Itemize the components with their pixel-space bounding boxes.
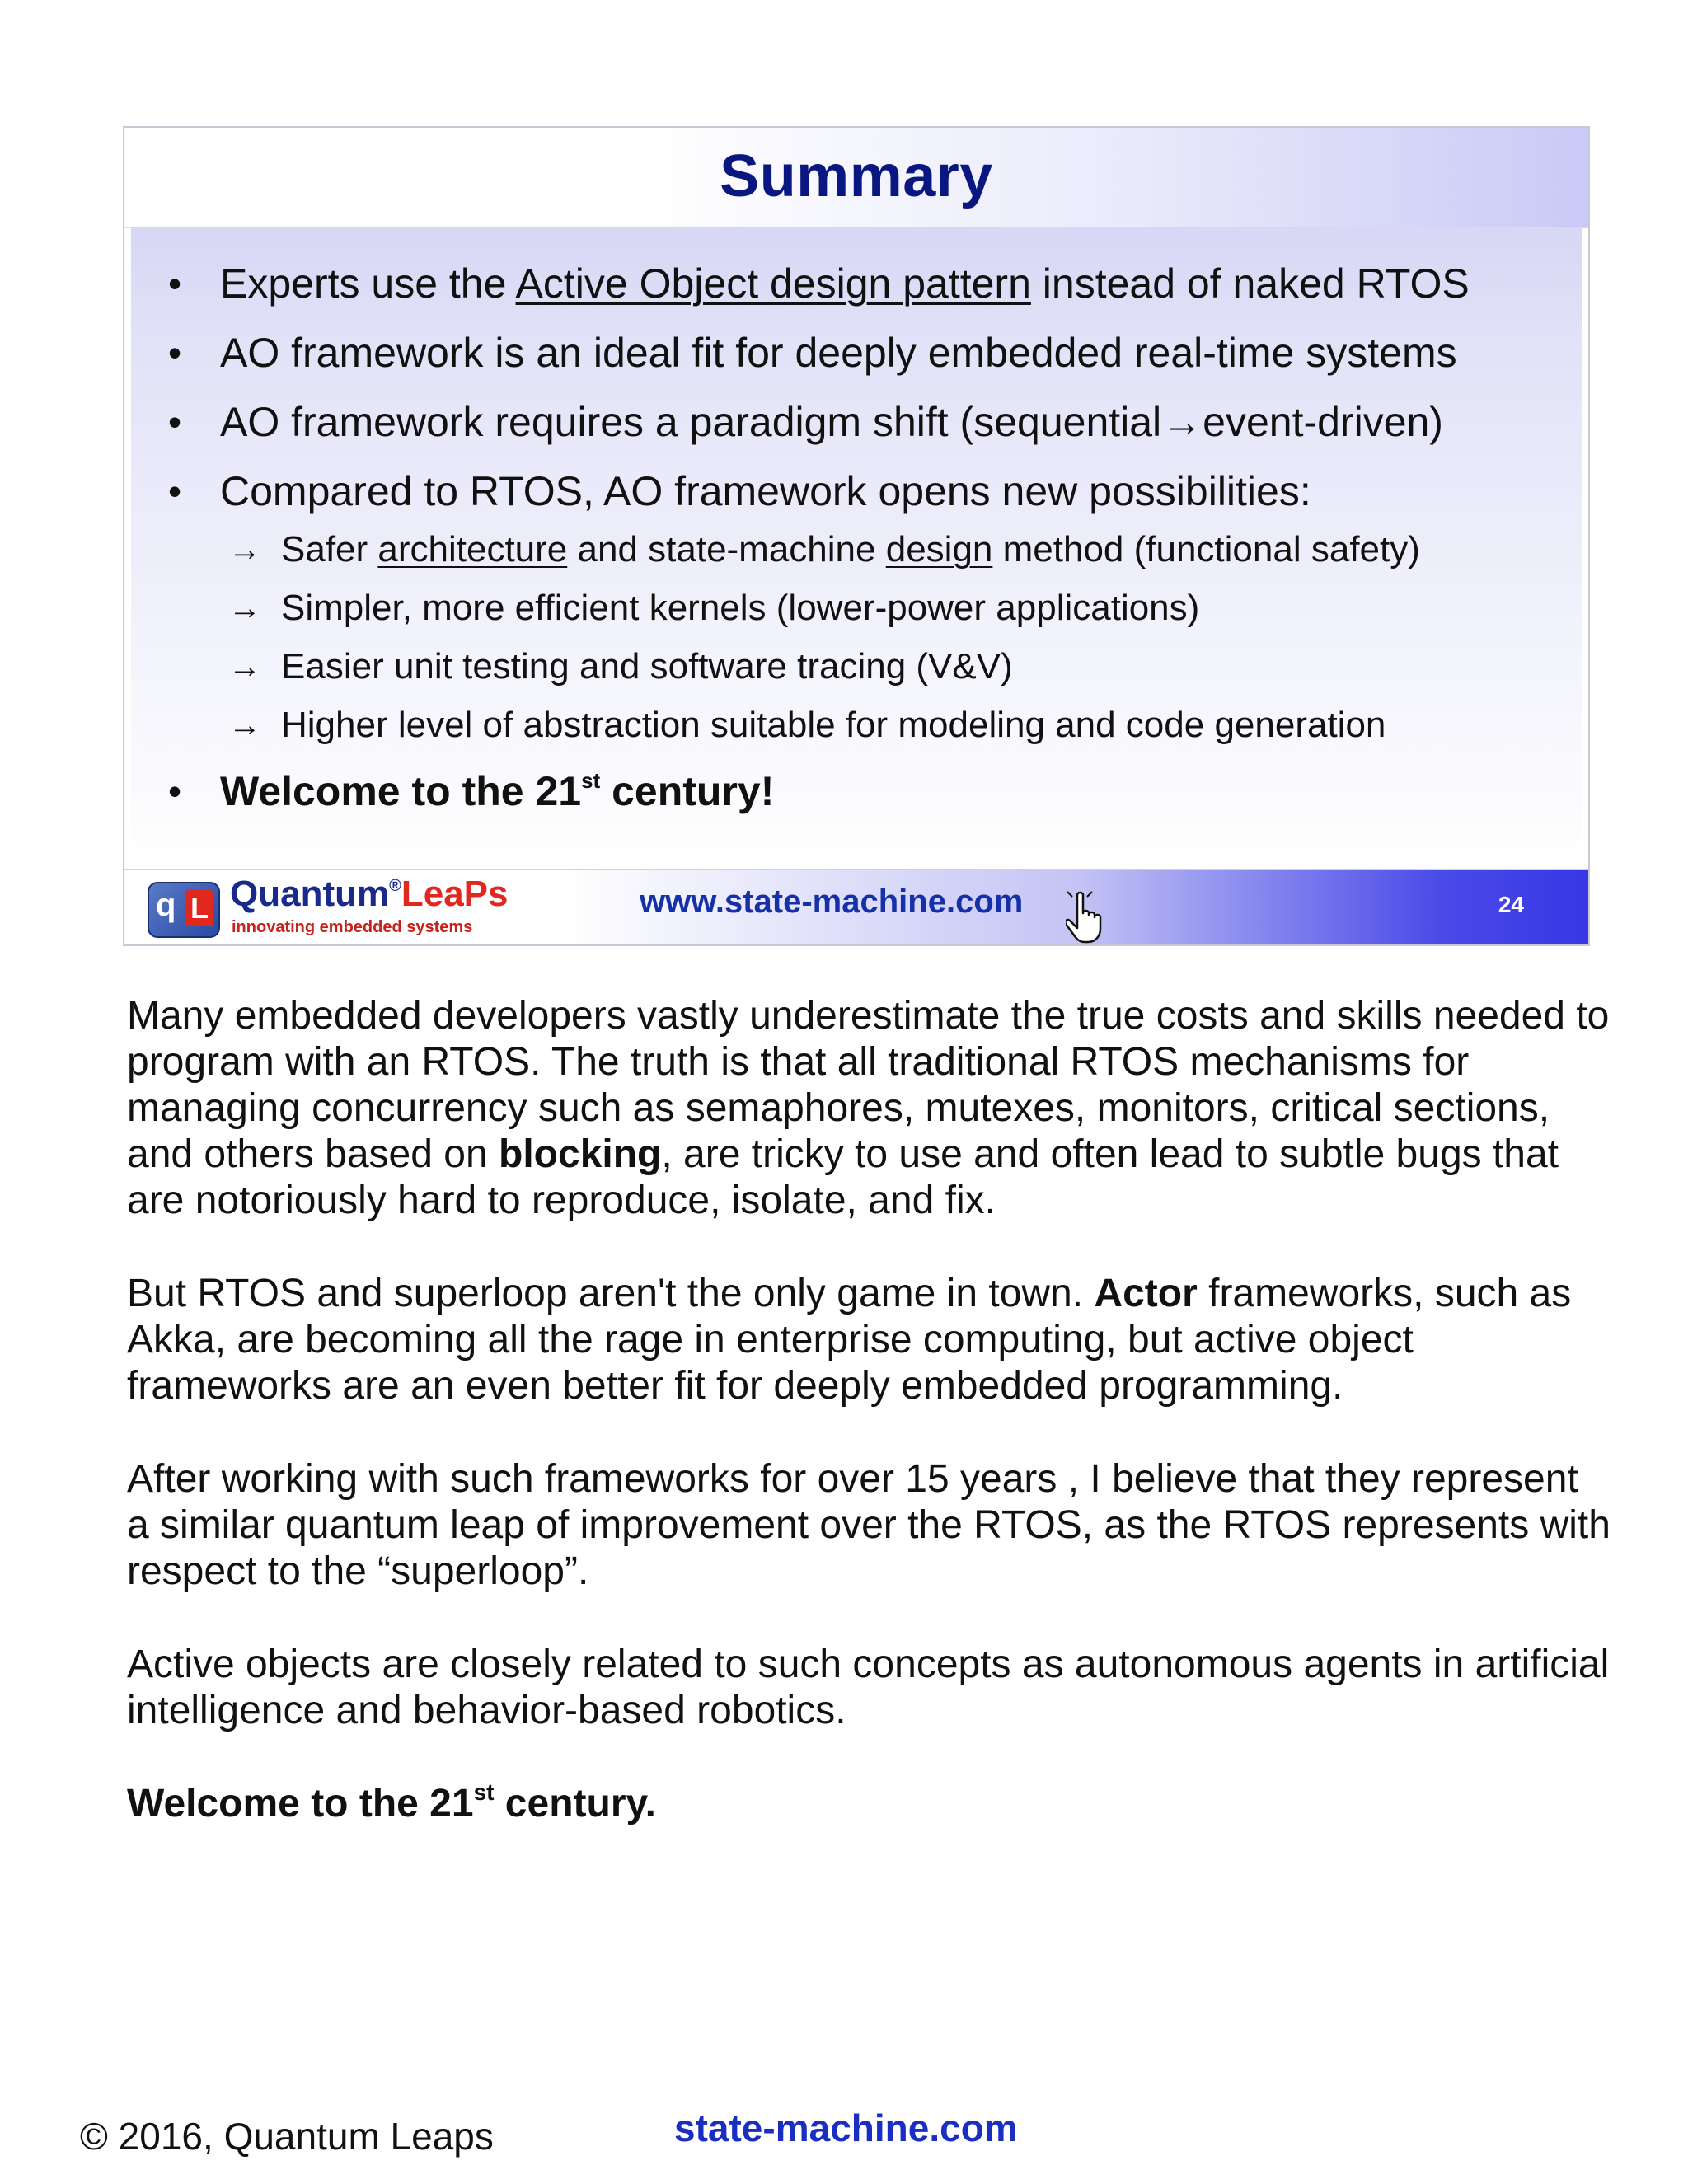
sub-bullet-item [168, 645, 1565, 704]
bullet-item [168, 329, 1565, 398]
slide-page-number: 24 [1498, 892, 1524, 917]
bullet-dot-icon: • [168, 770, 182, 813]
architecture-link[interactable]: architecture [377, 529, 568, 569]
quantum-leaps-logo-icon: q L [148, 882, 220, 938]
sub-bullet-item [168, 587, 1565, 645]
sub-bullet-text: Simpler, more efficient kernels (lower-power applications) [281, 588, 1200, 628]
copyright: © 2016, Quantum Leaps [80, 2115, 494, 2158]
bullet-text: AO framework requires a paradigm shift (sequential→event-driven) [220, 399, 1443, 445]
sub-bullet-text: Higher level of abstraction suitable for modeling and code generation [281, 705, 1386, 745]
slide [123, 126, 1590, 946]
sub-bullet-text: Easier unit testing and software tracing (V&V) [281, 646, 1013, 687]
welcome-line: Welcome to the 21st century. [127, 1779, 656, 1825]
site-link[interactable]: state-machine.com [674, 2107, 1018, 2149]
paragraph: Active objects are closely related to such concepts as autonomous agents in artificial intelligence and behavior-based robotics. [127, 1643, 1610, 1732]
slide-url-link[interactable]: www.state-machine.com [640, 883, 1024, 920]
arrow-right-icon: → [228, 649, 261, 685]
sub-bullet-item [168, 528, 1565, 587]
paragraph: After working with such frameworks for over 15 years , I believe that they represent a similar quantum leap of improvement over the RTOS, as the RTOS represents with respect to the “superloop”. [127, 1457, 1611, 1593]
design-link[interactable]: design [885, 529, 993, 569]
paragraph: But RTOS and superloop aren't the only game in town. Actor frameworks, such as Akka, are becoming all the rage in enterprise computing, but active object frameworks are an even better fit for deeply embedded programming. [127, 1272, 1572, 1408]
bullet-text: Experts use the Active Object design pattern instead of naked RTOS [220, 260, 1470, 307]
bullet-dot-icon: • [168, 262, 182, 305]
bullet-dot-icon: • [168, 470, 182, 513]
active-object-link[interactable]: Active Object design pattern [515, 260, 1031, 307]
slide-title: Summary [720, 143, 993, 209]
bullet-item [168, 467, 1565, 537]
slide-footer [124, 869, 1588, 944]
bullet-text: AO framework is an ideal fit for deeply embedded real-time systems [220, 330, 1457, 376]
brand-name: Quantum®LeaPs [230, 874, 509, 914]
bullet-item [168, 398, 1565, 467]
sub-list-container [168, 528, 1565, 762]
bullet-item [168, 260, 1565, 329]
slide-body [131, 228, 1582, 873]
bullet-list [168, 260, 1565, 837]
bullet-text: Compared to RTOS, AO framework opens new possibilities: [220, 468, 1311, 514]
arrow-right-icon: → [228, 707, 261, 743]
notes-section [127, 993, 1611, 1827]
sub-bullet-text: Safer architecture and state-machine design method (functional safety) [281, 529, 1420, 569]
slide-title-bar [124, 128, 1588, 228]
arrow-right-icon: → [228, 590, 261, 626]
bullet-item [168, 767, 1565, 837]
paragraph: Many embedded developers vastly underestimate the true costs and skills needed to program with an RTOS. The truth is that all traditional RTOS mechanisms for managing concurrency such as semaphores, mutexes, monitors, critical sections, and others based on blocking, are tricky to use and often lead to subtle bugs that are notoriously hard to reproduce, isolate, and fix. [127, 994, 1610, 1222]
bullet-dot-icon: • [168, 401, 182, 443]
brand-tagline: innovating embedded systems [232, 918, 473, 936]
hand-pointer-icon [1066, 890, 1117, 946]
bullet-text: Welcome to the 21st century! [220, 768, 775, 814]
sub-bullet-item [168, 704, 1565, 762]
sub-bullet-list [168, 528, 1565, 762]
arrow-right-icon: → [228, 532, 261, 568]
bullet-dot-icon: • [168, 331, 182, 374]
